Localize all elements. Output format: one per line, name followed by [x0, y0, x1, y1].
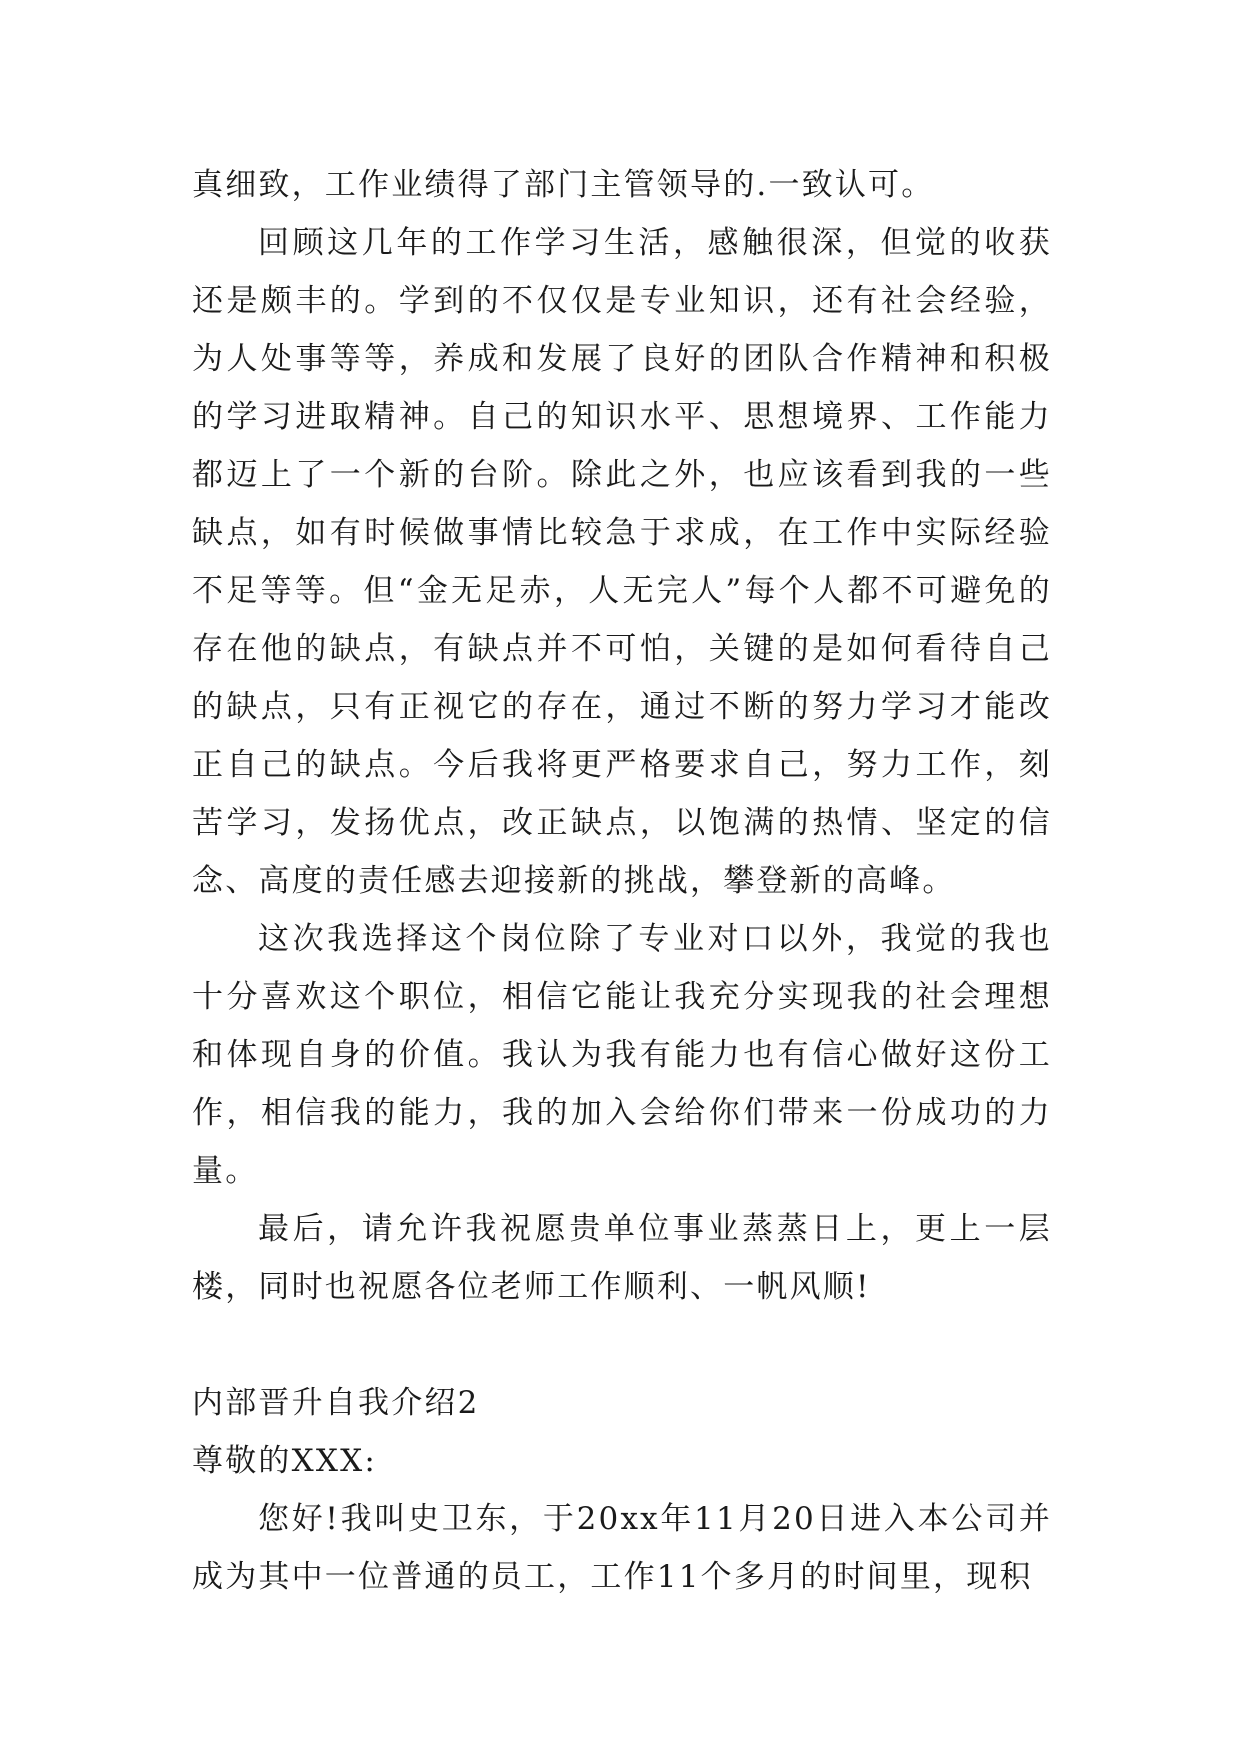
paragraph-position-choice: 这次我选择这个岗位除了专业对口以外，我觉的我也十分喜欢这个职位，相信它能让我充分实现我的社会理想和体现自身的价值。我认为我有能力也有信心做好这份工作，相信我的能力，我的加入会给你们带来一份成功的力量。 — [192, 921, 1052, 1189]
paragraph-review: 回顾这几年的工作学习生活，感触很深，但觉的收获还是颇丰的。学到的不仅仅是专业知识，还有社会经验，为人处事等等，养成和发展了良好的团队合作精神和积极的学习进取精神。自己的知识水平、思想境界、工作能力都迈上了一个新的台阶。除此之外，也应该看到我的一些缺点，如有时候做事情比较急于求成，在工作中实际经验不足等等。但“金无足赤，人无完人”每个人都不可避免的存在他的缺点，有缺点并不可怕，关键的是如何看待自己的缺点，只有正视它的存在，通过不断的努力学习才能改正自己的缺点。今后我将更严格要求自己，努力工作，刻苦学习，发扬优点，改正缺点，以饱满的热情、坚定的信念、高度的责任感去迎接新的挑战，攀登新的高峰。 — [192, 225, 1052, 899]
paragraph-introduction: 您好!我叫史卫东，于20xx年11月20日进入本公司并成为其中一位普通的员工，工作11个多月的时间里，现积 — [192, 1501, 1052, 1595]
section-spacer — [192, 1316, 1052, 1374]
paragraph-continuation: 真细致，工作业绩得了部门主管领导的.一致认可。 — [192, 167, 935, 203]
salutation: 尊敬的XXX: — [192, 1443, 378, 1479]
document-body — [192, 156, 1052, 1606]
paragraph-closing-wishes: 最后，请允许我祝愿贵单位事业蒸蒸日上，更上一层楼，同时也祝愿各位老师工作顺利、一帆风顺! — [192, 1211, 1052, 1305]
section-title: 内部晋升自我介绍2 — [192, 1385, 480, 1421]
